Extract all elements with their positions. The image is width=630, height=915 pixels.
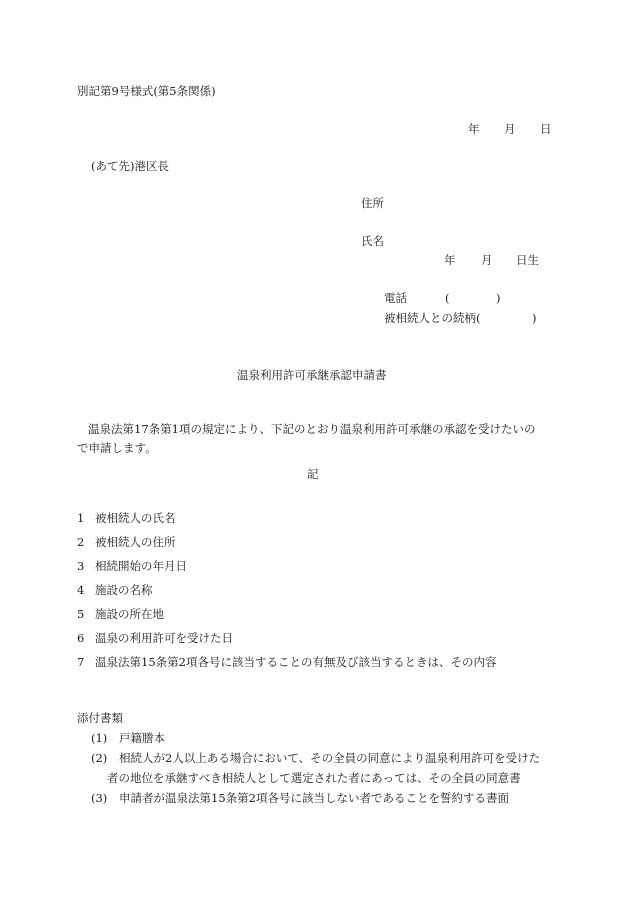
attachment-text-continued: 者の地位を承継すべき相続人として選定された者にあっては、その全員の同意書 — [107, 771, 521, 785]
body-line-2: で申請します。 — [77, 441, 157, 455]
item-text: 相続開始の年月日 — [95, 559, 187, 573]
attachment-number: (2) — [91, 751, 108, 765]
ki-heading: 記 — [307, 467, 319, 481]
birth-month-label: 月 — [481, 253, 493, 267]
attachments-heading: 添付書類 — [77, 711, 123, 725]
relation-paren-close: ) — [532, 311, 537, 325]
attachment-text: 相続人が2人以上ある場合において、その全員の同意により温泉利用許可を受けた — [119, 751, 541, 765]
phone-paren-open: ( — [445, 291, 450, 305]
relation-label: 被相続人との続柄( — [384, 311, 481, 325]
attachment-text: 申請者が温泉法第15条第2項各号に該当しない者であることを誓約する書面 — [119, 791, 509, 805]
item-number: 3 — [77, 559, 85, 573]
document-title: 温泉利用許可承継承認申請書 — [237, 368, 387, 382]
addressee: (あて先)港区長 — [91, 159, 169, 173]
attachment-number: (3) — [91, 791, 108, 805]
date-day-label: 日 — [540, 122, 552, 136]
item-text: 施設の所在地 — [95, 607, 164, 621]
birth-year-label: 年 — [444, 253, 456, 267]
item-text: 温泉の利用許可を受けた日 — [95, 631, 233, 645]
item-number: 7 — [77, 655, 85, 669]
item-text: 温泉法第15条第2項各号に該当することの有無及び該当するときは、その内容 — [95, 655, 497, 669]
item-text: 被相続人の氏名 — [95, 511, 176, 525]
form-reference: 別記第9号様式(第5条関係) — [77, 84, 216, 98]
item-number: 5 — [77, 607, 85, 621]
item-number: 4 — [77, 583, 85, 597]
birth-day-label: 日生 — [516, 253, 539, 267]
item-number: 2 — [77, 535, 85, 549]
item-number: 1 — [77, 511, 85, 525]
phone-paren-close: ) — [496, 291, 501, 305]
date-month-label: 月 — [504, 122, 516, 136]
attachment-text: 戸籍謄本 — [119, 731, 165, 745]
body-line-1: 温泉法第17条第1項の規定により、下記のとおり温泉利用許可承継の承認を受けたいの — [88, 422, 536, 436]
name-label: 氏名 — [361, 234, 384, 248]
item-number: 6 — [77, 631, 85, 645]
attachment-number: (1) — [91, 731, 108, 745]
phone-label: 電話 — [384, 291, 407, 305]
date-year-label: 年 — [468, 122, 480, 136]
item-text: 施設の名称 — [95, 583, 153, 597]
item-text: 被相続人の住所 — [95, 535, 176, 549]
address-label: 住所 — [361, 196, 384, 210]
